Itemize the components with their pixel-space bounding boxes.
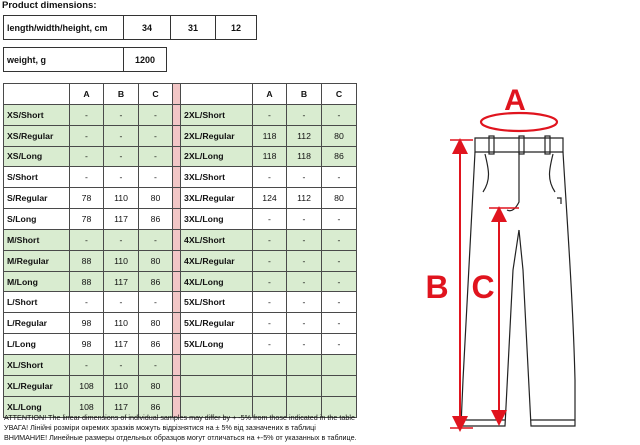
column-separator (173, 334, 181, 355)
lwh-label: length/width/height, cm (7, 22, 108, 33)
value-a: 118 (253, 125, 287, 146)
value-a: - (70, 125, 104, 146)
value-c: 80 (139, 250, 173, 271)
value-b: 117 (104, 396, 139, 417)
column-separator (173, 104, 181, 125)
column-separator (173, 375, 181, 396)
column-separator (173, 250, 181, 271)
size-label: 4XL/Regular (181, 250, 253, 271)
value-a: 124 (253, 188, 287, 209)
height-value: 12 (230, 22, 241, 33)
table-row (4, 209, 357, 230)
value-a: - (70, 354, 104, 375)
value-b: - (104, 354, 139, 375)
value-a: - (253, 271, 287, 292)
size-label (181, 375, 253, 396)
size-label: XL/Long (4, 396, 70, 417)
note-ukrainian: УВАГА! Лінійні розміри окремих зразків можуть відрізнятися на ± 5% від зазначених в таблиці (4, 423, 316, 433)
size-label: S/Long (4, 209, 70, 230)
size-label: 5XL/Short (181, 292, 253, 313)
value-c: - (322, 250, 357, 271)
value-c: - (139, 125, 173, 146)
value-c: 80 (322, 125, 357, 146)
value-a: - (253, 250, 287, 271)
value-a: - (70, 104, 104, 125)
size-label: XL/Short (4, 354, 70, 375)
column-separator (173, 167, 181, 188)
value-b: 110 (104, 313, 139, 334)
label-c: C (471, 269, 495, 305)
value-c: - (322, 209, 357, 230)
table-row (4, 313, 357, 334)
size-label: XL/Regular (4, 375, 70, 396)
value-c: - (139, 292, 173, 313)
header-c: C (139, 84, 173, 105)
table-row (4, 271, 357, 292)
header-empty (4, 84, 70, 105)
table-row (4, 229, 357, 250)
column-separator (173, 188, 181, 209)
value-a: 78 (70, 209, 104, 230)
value-b: - (104, 292, 139, 313)
size-label: L/Long (4, 334, 70, 355)
size-label: 3XL/Regular (181, 188, 253, 209)
column-separator (173, 313, 181, 334)
size-label: 4XL/Long (181, 271, 253, 292)
table-row (4, 292, 357, 313)
value-b: 117 (104, 209, 139, 230)
size-label: S/Regular (4, 188, 70, 209)
value-c: 86 (322, 146, 357, 167)
header-empty (181, 84, 253, 105)
header-b: B (104, 84, 139, 105)
value-b: 117 (104, 271, 139, 292)
label-b: B (425, 269, 449, 305)
column-separator (173, 292, 181, 313)
header-a: A (253, 84, 287, 105)
value-a: - (253, 229, 287, 250)
value-a: - (253, 167, 287, 188)
value-a: 88 (70, 271, 104, 292)
size-label: 3XL/Long (181, 209, 253, 230)
weight-row (3, 47, 167, 72)
table-row (4, 375, 357, 396)
size-label: XS/Short (4, 104, 70, 125)
column-separator (173, 84, 181, 105)
value-b: 112 (287, 188, 322, 209)
value-c: - (139, 104, 173, 125)
value-a: - (253, 209, 287, 230)
value-b: 118 (287, 146, 322, 167)
label-a: A (504, 84, 526, 117)
value-b: - (287, 271, 322, 292)
size-label: 4XL/Short (181, 229, 253, 250)
value-a (253, 375, 287, 396)
value-b: 110 (104, 188, 139, 209)
note-english: ATTENTION! The linear dimensions of individual samples may differ by + -5% from those indicated in the table (4, 413, 355, 422)
value-b: - (104, 229, 139, 250)
size-label: XS/Regular (4, 125, 70, 146)
table-row (4, 104, 357, 125)
value-b: - (287, 313, 322, 334)
value-b: 110 (104, 375, 139, 396)
table-row (4, 167, 357, 188)
value-a: 88 (70, 250, 104, 271)
value-c: 86 (139, 334, 173, 355)
column-separator (173, 125, 181, 146)
table-row (4, 125, 357, 146)
value-c: - (322, 334, 357, 355)
value-c: - (139, 146, 173, 167)
value-b: - (287, 229, 322, 250)
value-b: - (287, 209, 322, 230)
table-header-row (4, 84, 357, 105)
size-label: 2XL/Short (181, 104, 253, 125)
table-row (4, 334, 357, 355)
value-c: - (322, 271, 357, 292)
value-b: - (104, 146, 139, 167)
value-c: - (322, 229, 357, 250)
value-c: - (322, 292, 357, 313)
value-c: - (139, 354, 173, 375)
value-c: 80 (139, 188, 173, 209)
value-a: 118 (253, 146, 287, 167)
value-b: - (104, 104, 139, 125)
value-a: 108 (70, 396, 104, 417)
size-label: S/Short (4, 167, 70, 188)
value-a: - (253, 313, 287, 334)
value-c: 80 (139, 313, 173, 334)
value-c (322, 354, 357, 375)
value-c: - (139, 167, 173, 188)
value-c (322, 375, 357, 396)
width-value: 31 (187, 22, 198, 33)
value-c: 80 (322, 188, 357, 209)
value-c: - (139, 229, 173, 250)
value-b: 110 (104, 250, 139, 271)
value-c: - (322, 167, 357, 188)
header-c: C (322, 84, 357, 105)
value-a: - (70, 292, 104, 313)
value-c: 86 (139, 396, 173, 417)
value-a (253, 354, 287, 375)
table-row (4, 188, 357, 209)
header-b: B (287, 84, 322, 105)
value-a: - (70, 167, 104, 188)
value-b: - (287, 104, 322, 125)
size-table (3, 83, 357, 418)
value-b (287, 354, 322, 375)
column-separator (173, 209, 181, 230)
column-separator (173, 229, 181, 250)
size-label: M/Short (4, 229, 70, 250)
product-dimensions-title: Product dimensions: (2, 0, 97, 11)
size-label: XS/Long (4, 146, 70, 167)
value-a: 78 (70, 188, 104, 209)
length-value: 34 (141, 22, 152, 33)
value-a: 98 (70, 313, 104, 334)
value-b: 112 (287, 125, 322, 146)
table-row (4, 250, 357, 271)
value-c: 86 (139, 271, 173, 292)
column-separator (173, 146, 181, 167)
value-b: - (287, 334, 322, 355)
value-a: - (70, 229, 104, 250)
size-label: 2XL/Long (181, 146, 253, 167)
value-b: - (287, 250, 322, 271)
note-russian: ВНИМАНИЕ! Линейные размеры отдельных образцов могут отличаться на +-5% от указанных в таблице. (4, 433, 357, 443)
value-b: - (287, 292, 322, 313)
value-b: - (104, 125, 139, 146)
size-label: 5XL/Regular (181, 313, 253, 334)
value-b: - (104, 167, 139, 188)
value-b: - (287, 167, 322, 188)
size-label: 5XL/Long (181, 334, 253, 355)
value-c: - (322, 104, 357, 125)
column-separator (173, 271, 181, 292)
value-c: 86 (139, 209, 173, 230)
pants-measurement-diagram (415, 80, 615, 435)
dimensions-row (3, 15, 257, 40)
weight-label: weight, g (7, 54, 46, 65)
column-separator (173, 354, 181, 375)
size-label: M/Long (4, 271, 70, 292)
value-a: - (253, 334, 287, 355)
size-label: 3XL/Short (181, 167, 253, 188)
notes (4, 413, 357, 444)
value-c: 80 (139, 375, 173, 396)
size-label: L/Regular (4, 313, 70, 334)
size-label: M/Regular (4, 250, 70, 271)
value-b: 117 (104, 334, 139, 355)
size-label: L/Short (4, 292, 70, 313)
table-row (4, 146, 357, 167)
size-label: 2XL/Regular (181, 125, 253, 146)
value-c: - (322, 313, 357, 334)
value-a: - (253, 104, 287, 125)
table-row (4, 354, 357, 375)
size-label (181, 354, 253, 375)
value-a: 98 (70, 334, 104, 355)
value-a: 108 (70, 375, 104, 396)
value-b (287, 375, 322, 396)
header-a: A (70, 84, 104, 105)
value-a: - (253, 292, 287, 313)
weight-value: 1200 (134, 54, 156, 65)
value-a: - (70, 146, 104, 167)
